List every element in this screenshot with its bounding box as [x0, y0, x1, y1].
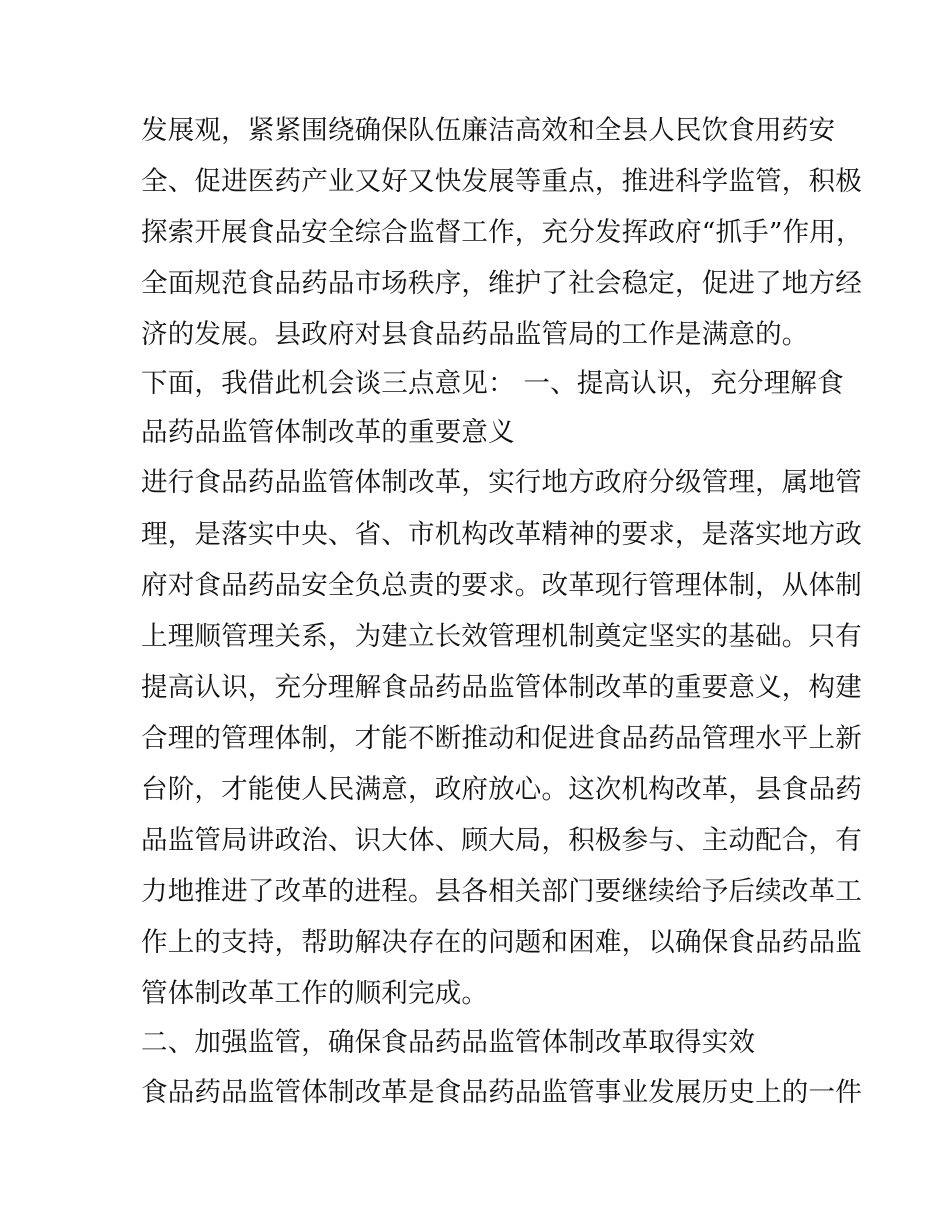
text-line: 提高认识，充分理解食品药品监管体制改革的重要意义，构建 [141, 672, 862, 703]
text-line: 作上的支持，帮助解决存在的问题和困难，以确保食品药品监 [141, 927, 862, 958]
text-line: 全、促进医药产业又好又快发展等重点，推进科学监管，积极 [141, 166, 862, 197]
text-line: 合理的管理体制，才能不断推动和促进食品药品管理水平上新 [141, 723, 862, 754]
text-line: 品监管局讲政治、识大体、顾大局，积极参与、主动配合，有 [141, 825, 862, 856]
text-line: 发展观，紧紧围绕确保队伍廉洁高效和全县人民饮食用药安 [141, 115, 836, 146]
text-line: 府对食品药品安全负总责的要求。改革现行管理体制，从体制 [141, 570, 862, 601]
text-line: 管体制改革工作的顺利完成。 [141, 978, 489, 1009]
text-line: 进行食品药品监管体制改革，实行地方政府分级管理，属地管 [141, 467, 862, 498]
text-line: 上理顺管理关系，为建立长效管理机制奠定坚实的基础。只有 [141, 621, 862, 652]
text-line: 济的发展。县政府对县食品药品监管局的工作是满意的。 [141, 319, 809, 350]
text-line: 台阶，才能使人民满意，政府放心。这次机构改革，县食品药 [141, 774, 862, 805]
text-line: 理，是落实中央、省、市机构改革精神的要求，是落实地方政 [141, 519, 862, 550]
section-heading: 品药品监管体制改革的重要意义 [141, 417, 515, 448]
text-line: 食品药品监管体制改革是食品药品监管事业发展历史上的一件 [141, 1077, 862, 1108]
text-line: 下面，我借此机会谈三点意见： 一、提高认识，充分理解食 [141, 368, 844, 399]
text-line: 全面规范食品药品市场秩序，维护了社会稳定，促进了地方经 [141, 268, 862, 299]
text-line: 力地推进了改革的进程。县各相关部门要继续给予后续改革工 [141, 876, 862, 907]
section-heading: 二、加强监管，确保食品药品监管体制改革取得实效 [141, 1027, 756, 1058]
text-line: 探索开展食品安全综合监督工作，充分发挥政府“抓手”作用， [141, 217, 863, 248]
